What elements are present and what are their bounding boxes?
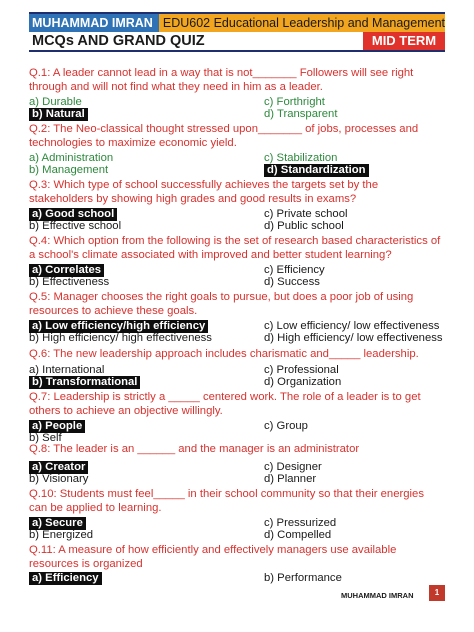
q4-option-b: b) Effectiveness <box>29 276 110 288</box>
q8-option-d: d) Planner <box>264 473 317 485</box>
q10-option-a-answer: a) Secure <box>29 517 86 530</box>
q5-option-a-answer: a) Low efficiency/high efficiency <box>29 320 208 333</box>
q6-option-a: a) International <box>29 364 105 376</box>
q4-option-d: d) Success <box>264 276 320 288</box>
q1-option-a: a) Durable <box>29 96 82 108</box>
q3-option-c: c) Private school <box>264 208 348 220</box>
question-2: Q.2: The Neo-classical thought stressed upon_______ of jobs, processes and technologies to maximize economic yield. <box>29 123 419 149</box>
q2-option-c: c) Stabilization <box>264 152 338 164</box>
question-1: Q.1: A leader cannot lead in a way that is not_______ Followers will see right through and will not find what they need in him as a leader. <box>29 67 414 93</box>
q5-option-d: d) High efficiency/ low effectiveness <box>264 332 443 344</box>
q10-option-c: c) Pressurized <box>264 517 337 529</box>
term-badge: MID TERM <box>363 32 445 50</box>
q8-option-c: c) Designer <box>264 461 322 473</box>
q11-option-a-answer: a) Efficiency <box>29 572 102 585</box>
question-11: Q.11: A measure of how efficiently and effectively managers use available resources is organized <box>29 544 397 570</box>
header-course: EDU602 Educational Leadership and Management <box>159 14 445 32</box>
question-6: Q.6: The new leadership approach includes charismatic and_____ leadership. <box>29 348 419 360</box>
q4-option-c: c) Efficiency <box>264 264 325 276</box>
q10-option-d: d) Compelled <box>264 529 332 541</box>
footer-author: MUHAMMAD IMRAN <box>341 591 414 600</box>
q7-option-b: b) Self <box>29 432 62 444</box>
q3-option-b: b) Effective school <box>29 220 122 232</box>
question-7: Q.7: Leadership is strictly a _____ centered work. The role of a leader is to get others to achieve an objective willingly. <box>29 391 421 417</box>
q5-option-c: c) Low efficiency/ low effectiveness <box>264 320 440 332</box>
q1-option-b-answer: b) Natural <box>29 108 88 121</box>
q6-option-b-answer: b) Transformational <box>29 376 140 389</box>
q8-option-a-answer: a) Creator <box>29 461 88 474</box>
q3-option-a-answer: a) Good school <box>29 208 117 221</box>
header-author: MUHAMMAD IMRAN <box>29 14 159 32</box>
q2-option-b: b) Management <box>29 164 109 176</box>
q7-option-a-answer: a) People <box>29 420 85 433</box>
q5-option-b: b) High efficiency/ high effectiveness <box>29 332 212 344</box>
q2-option-d-answer: d) Standardization <box>264 164 369 177</box>
page-title: MCQs AND GRAND QUIZ <box>32 32 205 49</box>
q7-option-c: c) Group <box>264 420 308 432</box>
q2-option-a: a) Administration <box>29 152 114 164</box>
question-4: Q.4: Which option from the following is the set of research based characteristics of a school's climate associated with improved and better student learning? <box>29 235 441 261</box>
question-5: Q.5: Manager chooses the right goals to pursue, but does a poor job of using resources to achieve these goals. <box>29 291 414 317</box>
question-10: Q.10: Students must feel_____ in their school community so that their energies can be applied to learning. <box>29 488 424 514</box>
q10-option-b: b) Energized <box>29 529 94 541</box>
q1-option-c: c) Forthright <box>264 96 325 108</box>
q8-option-b: b) Visionary <box>29 473 89 485</box>
q3-option-d: d) Public school <box>264 220 344 232</box>
question-3: Q.3: Which type of school successfully achieves the targets set by the stakeholders by showing high grades and good results in exams? <box>29 179 379 205</box>
q1-option-d: d) Transparent <box>264 108 338 120</box>
q4-option-a-answer: a) Correlates <box>29 264 104 277</box>
page-number-badge: 1 <box>429 585 445 601</box>
question-8: Q.8: The leader is an ______ and the manager is an administrator <box>29 443 360 455</box>
q6-option-c: c) Professional <box>264 364 339 376</box>
q6-option-d: d) Organization <box>264 376 342 388</box>
q11-option-b: b) Performance <box>264 572 342 584</box>
header-bar <box>29 12 445 32</box>
header-title-row <box>29 31 445 52</box>
